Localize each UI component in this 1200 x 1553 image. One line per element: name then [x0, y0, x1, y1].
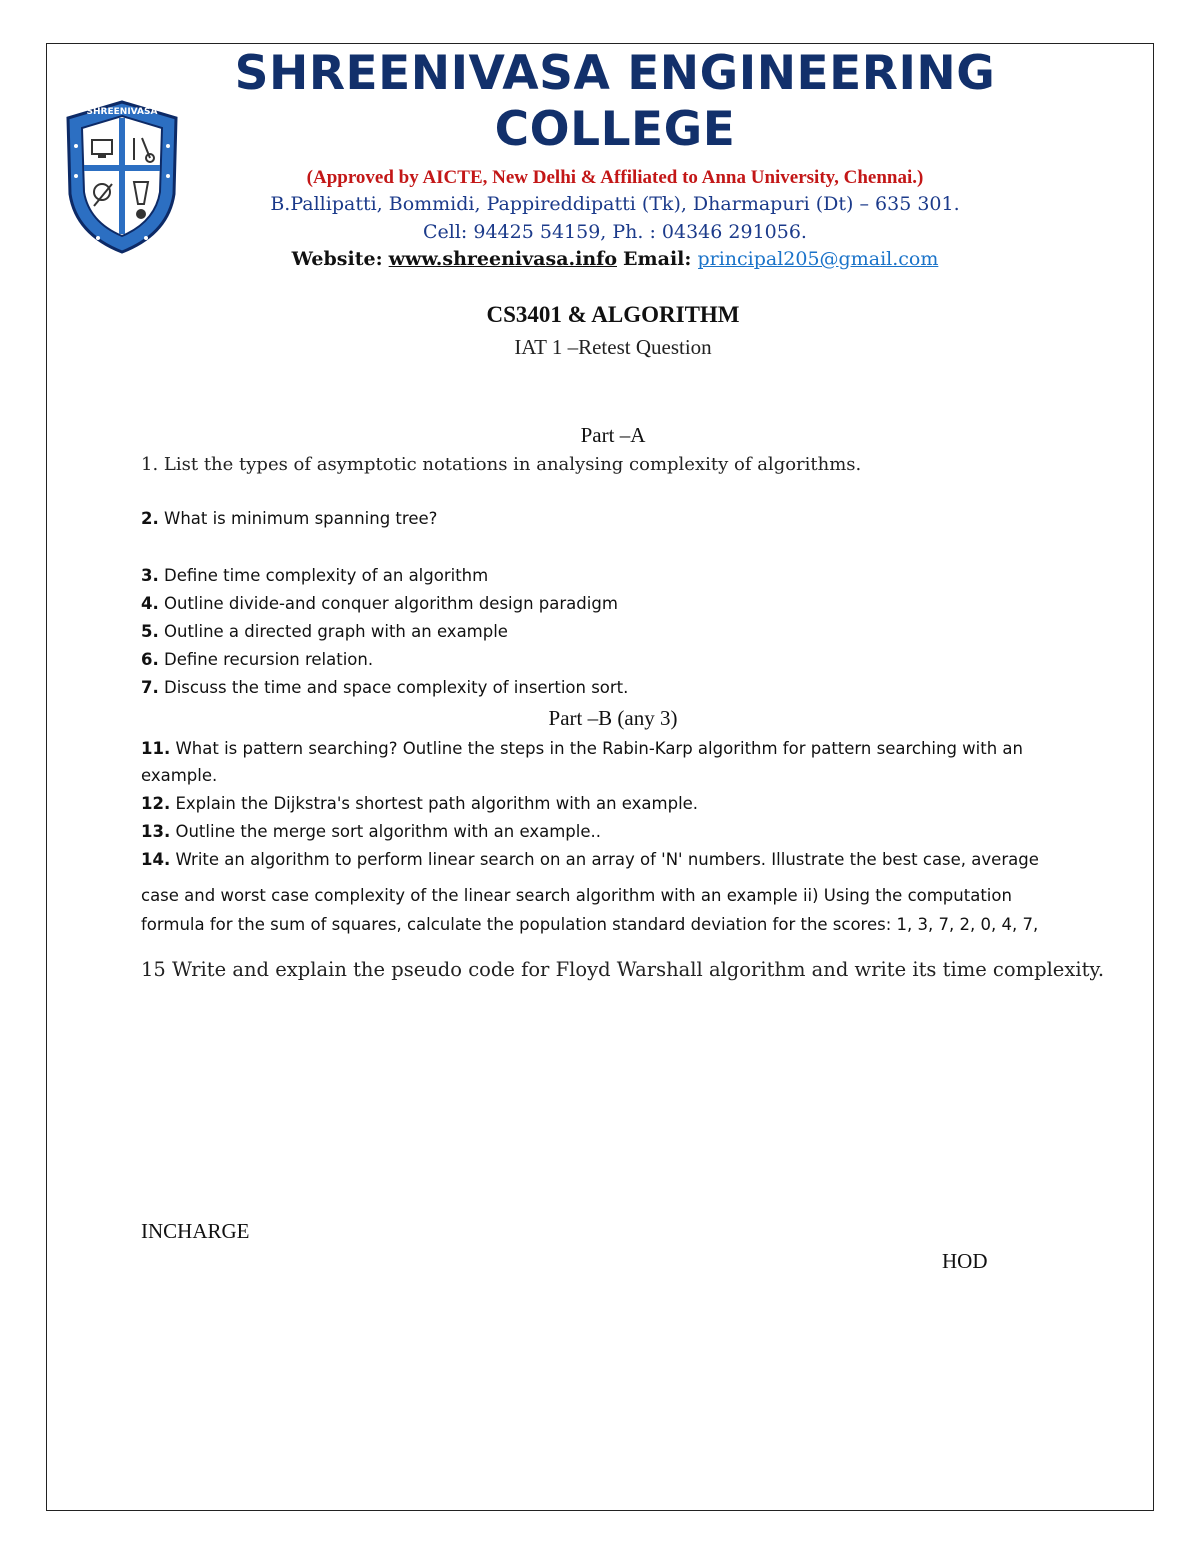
question-15 [141, 958, 1104, 981]
exam-title: IAT 1 –Retest Question [514, 335, 712, 359]
hod-signature: HOD [942, 1249, 988, 1273]
part-a-title: Part –A [580, 423, 646, 447]
question-number: 12. [141, 794, 171, 813]
question-text: Outline the merge sort algorithm with an example.. [175, 822, 601, 841]
question-number: 13. [141, 822, 171, 841]
question-number: 5. [141, 622, 159, 641]
question-number: 6. [141, 650, 159, 669]
question-11 [141, 739, 1023, 758]
question-text: Define recursion relation. [164, 650, 374, 669]
question-number: 15 [141, 958, 166, 981]
question-12 [141, 794, 698, 813]
question-text: Write and explain the pseudo code for Floyd Warshall algorithm and write its time complexity. [172, 958, 1105, 981]
question-7 [141, 678, 628, 697]
college-name-line1: SHREENIVASA ENGINEERING [234, 46, 996, 101]
college-name [180, 46, 1050, 158]
approval-line: (Approved by AICTE, New Delhi & Affiliated to Anna University, Chennai.) [306, 167, 924, 188]
question-number: 1. [141, 454, 159, 475]
question-text: List the types of asymptotic notations in analysing complexity of algorithms. [163, 454, 862, 475]
question-number: 14. [141, 850, 171, 869]
college-logo [58, 96, 186, 256]
question-13 [141, 822, 601, 841]
email-link[interactable]: principal205@gmail.com [697, 248, 939, 270]
question-text: Outline divide-and conquer algorithm design paradigm [164, 594, 618, 613]
question-number: 11. [141, 739, 171, 758]
phone-line: Cell: 94425 54159, Ph. : 04346 291056. [423, 221, 807, 243]
incharge-signature: INCHARGE [141, 1219, 250, 1243]
question-2 [141, 509, 437, 528]
question-3 [141, 566, 488, 585]
part-b-title: Part –B (any 3) [548, 706, 678, 730]
question-4 [141, 594, 618, 613]
question-number: 2. [141, 509, 159, 528]
email-label: Email: [623, 248, 692, 270]
logo-lettering: SHREENIVASA [86, 107, 158, 117]
question-text: Explain the Dijkstra's shortest path algorithm with an example. [175, 794, 699, 813]
question-5 [141, 622, 508, 641]
question-1 [141, 454, 861, 475]
question-14 [141, 850, 1039, 869]
course-title: CS3401 & ALGORITHM [486, 302, 740, 327]
question-number: 7. [141, 678, 159, 697]
question-text: What is pattern searching? Outline the steps in the Rabin-Karp algorithm for pattern searching with an [175, 739, 1024, 758]
address-line: B.Pallipatti, Bommidi, Pappireddipatti (Tk), Dharmapuri (Dt) – 635 301. [270, 193, 960, 215]
question-text: Write an algorithm to perform linear search on an array of 'N' numbers. Illustrate the best case, average [175, 850, 1039, 869]
college-name-line2: COLLEGE [494, 102, 736, 157]
question-14-cont-2: formula for the sum of squares, calculate the population standard deviation for the scores: 1, 3, 7, 2, 0, 4, 7, [141, 915, 1039, 934]
website-link[interactable]: www.shreenivasa.info [388, 248, 617, 270]
question-text: Define time complexity of an algorithm [164, 566, 489, 585]
question-text: Discuss the time and space complexity of insertion sort. [164, 678, 629, 697]
question-number: 3. [141, 566, 159, 585]
question-text: Outline a directed graph with an example [164, 622, 508, 641]
question-6 [141, 650, 373, 669]
question-14-cont-1: case and worst case complexity of the linear search algorithm with an example ii) Using the computation [141, 886, 1012, 905]
contact-line [180, 248, 1050, 270]
question-number: 4. [141, 594, 159, 613]
website-label: Website: [291, 248, 383, 270]
question-text: What is minimum spanning tree? [164, 509, 438, 528]
question-11-cont: example. [141, 766, 218, 785]
